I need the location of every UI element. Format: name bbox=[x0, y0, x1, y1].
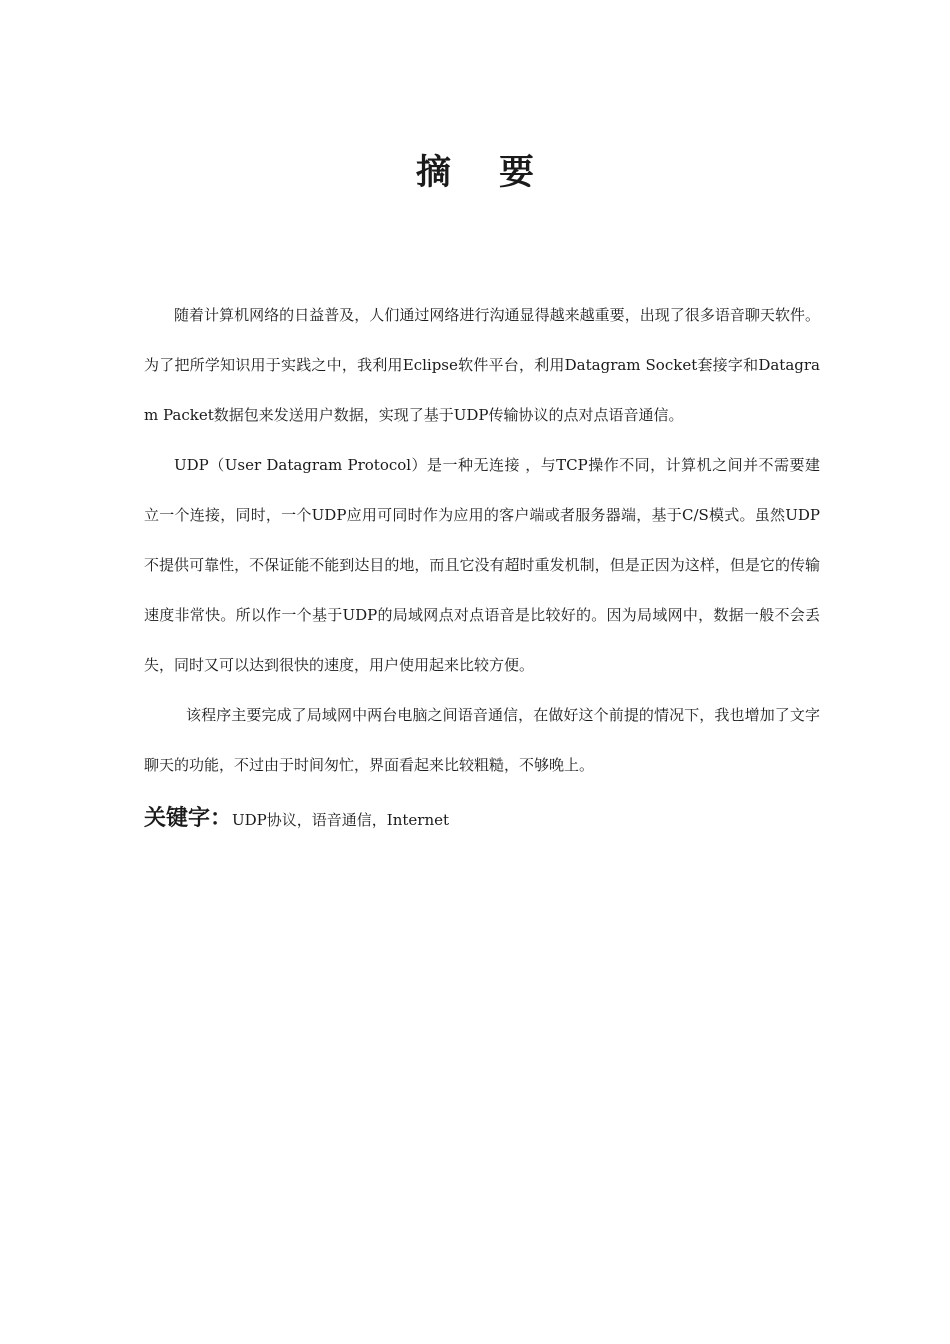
abstract-paragraph-3: 该程序主要完成了局域网中两台电脑之间语音通信，在做好这个前提的情况下，我也增加了文字聊天的功能，不过由于时间匆忙，界面看起来比较粗糙，不够晚上。 bbox=[144, 706, 820, 774]
keywords-label: 关键字： bbox=[144, 806, 233, 831]
keywords-line bbox=[144, 794, 820, 845]
keywords-value: UDP协议，语音通信，Internet bbox=[232, 811, 450, 829]
abstract-paragraph-1: 随着计算机网络的日益普及，人们通过网络进行沟通显得越来越重要，出现了很多语音聊天软件。为了把所学知识用于实践之中，我利用Eclipse软件平台，利用Datagram Socket套接字和Datagram Packet数据包来发送用户数据，实现了基于UDP传输协议的点对点语音通信。 bbox=[144, 306, 820, 424]
abstract-body bbox=[144, 290, 820, 845]
abstract-paragraph-2: UDP（User Datagram Protocol）是一种无连接 ，与TCP操作不同，计算机之间并不需要建立一个连接，同时，一个UDP应用可同时作为应用的客户端或者服务器端，基于C/S模式。虽然UDP不提供可靠性，不保证能不能到达目的地，而且它没有超时重发机制，但是正因为这样，但是它的传输速度非常快。所以作一个基于UDP的局域网点对点语音是比较好的。因为局域网中，数据一般不会丢失，同时又可以达到很快的速度，用户使用起来比较方便。 bbox=[144, 456, 820, 674]
abstract-title: 摘要 bbox=[415, 153, 582, 193]
